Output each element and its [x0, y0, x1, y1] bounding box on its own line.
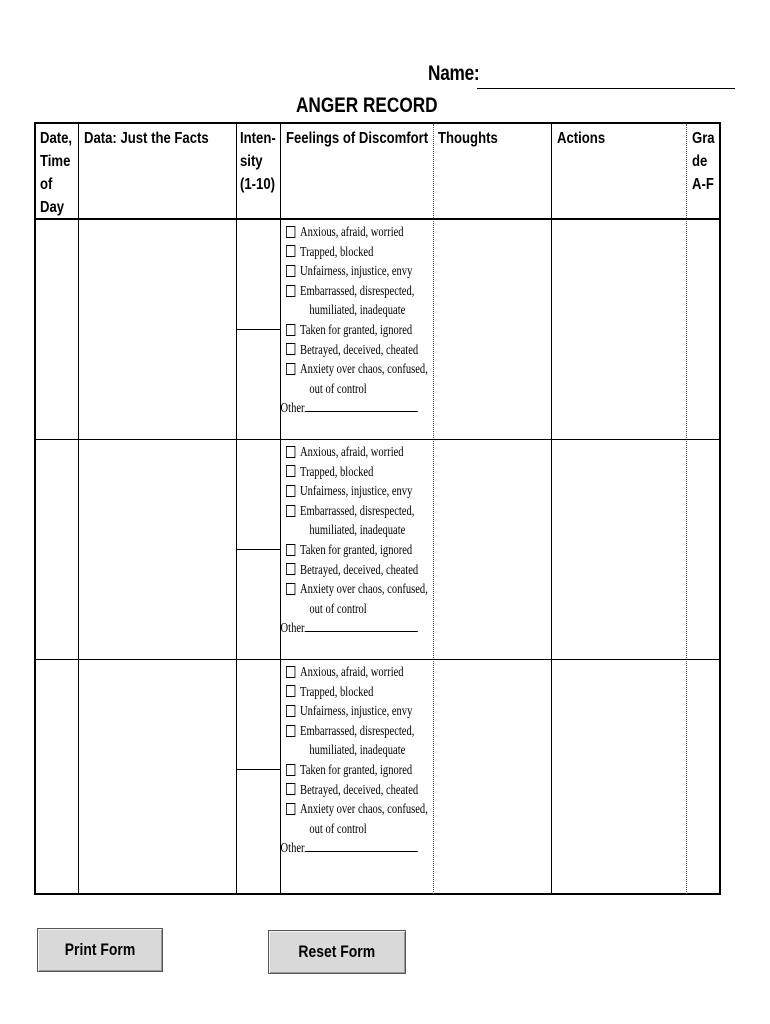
feeling-checkbox[interactable]	[286, 725, 295, 737]
feeling-label: Betrayed, deceived, cheated	[300, 341, 419, 357]
column-divider	[686, 124, 687, 894]
feeling-label-continuation: out of control	[309, 820, 367, 836]
reset-form-button[interactable]	[268, 930, 406, 974]
feeling-label: Embarrassed, disrespected,	[300, 722, 415, 738]
feeling-checkbox[interactable]	[286, 764, 295, 776]
feeling-item[interactable]	[286, 242, 428, 262]
feeling-item[interactable]	[286, 721, 428, 741]
feeling-checkbox[interactable]	[286, 363, 295, 375]
feeling-checkbox[interactable]	[286, 226, 295, 238]
other-feeling-row	[281, 618, 428, 638]
feeling-label-continuation: humiliated, inadequate	[309, 742, 406, 758]
feeling-item[interactable]	[286, 540, 428, 560]
feeling-item[interactable]	[286, 481, 428, 501]
column-header-grade: Gra de A-F	[692, 130, 715, 193]
feeling-checkbox[interactable]	[286, 446, 295, 458]
feeling-checkbox[interactable]	[286, 343, 295, 355]
feeling-checkbox[interactable]	[286, 563, 295, 575]
feeling-item[interactable]	[286, 281, 428, 301]
feeling-checkbox[interactable]	[286, 285, 295, 297]
feelings-checklist	[280, 442, 428, 638]
feeling-label-continuation: humiliated, inadequate	[309, 302, 406, 318]
feeling-item[interactable]	[286, 340, 428, 360]
feeling-checkbox[interactable]	[286, 245, 295, 257]
column-divider	[433, 124, 434, 894]
column-header-thoughts: Thoughts	[438, 130, 498, 147]
feeling-label: Embarrassed, disrespected,	[300, 502, 415, 518]
feeling-item-continuation	[286, 520, 428, 540]
column-divider	[78, 124, 79, 894]
feeling-item-continuation	[286, 819, 428, 839]
header-divider	[36, 218, 720, 220]
other-feeling-input[interactable]	[305, 398, 418, 412]
feeling-item[interactable]	[286, 780, 428, 800]
feeling-checkbox[interactable]	[286, 783, 295, 795]
feeling-label-continuation: out of control	[309, 380, 367, 396]
feeling-item[interactable]	[286, 799, 428, 819]
feeling-checkbox[interactable]	[286, 666, 295, 678]
feeling-label: Trapped, blocked	[300, 243, 374, 259]
feeling-item-continuation	[286, 300, 428, 320]
feeling-checkbox[interactable]	[286, 803, 295, 815]
row-divider	[36, 439, 720, 440]
feeling-checkbox[interactable]	[286, 705, 295, 717]
feeling-label: Anxious, afraid, worried	[300, 664, 404, 679]
feeling-label: Trapped, blocked	[300, 683, 374, 699]
feeling-item[interactable]	[286, 760, 428, 780]
feeling-label: Anxiety over chaos, confused,	[300, 361, 428, 377]
intensity-input[interactable]	[236, 769, 280, 770]
feeling-item[interactable]	[286, 261, 428, 281]
feeling-checkbox[interactable]	[286, 465, 295, 477]
feeling-item[interactable]	[286, 662, 428, 682]
print-form-button[interactable]	[37, 928, 163, 972]
feelings-checklist	[280, 662, 428, 858]
feeling-item[interactable]	[286, 442, 428, 462]
column-divider	[551, 124, 552, 894]
reset-form-label: Reset Form	[298, 942, 376, 961]
feeling-label: Trapped, blocked	[300, 463, 374, 479]
feeling-label: Taken for granted, ignored	[300, 761, 413, 777]
column-header-actions: Actions	[557, 130, 606, 147]
feeling-label: Unfairness, injustice, envy	[300, 483, 413, 499]
row-divider	[36, 659, 720, 660]
feeling-item[interactable]	[286, 579, 428, 599]
page-title: ANGER RECORD	[296, 94, 438, 117]
feeling-item-continuation	[286, 599, 428, 619]
feeling-item[interactable]	[286, 560, 428, 580]
other-feeling-row	[281, 398, 428, 418]
feeling-label: Betrayed, deceived, cheated	[300, 781, 419, 797]
feeling-item[interactable]	[286, 462, 428, 482]
feeling-label-continuation: out of control	[309, 600, 367, 616]
column-header-data: Data: Just the Facts	[84, 130, 209, 147]
feeling-label-continuation: humiliated, inadequate	[309, 522, 406, 538]
other-feeling-row	[281, 838, 428, 858]
feeling-label: Unfairness, injustice, envy	[300, 263, 413, 279]
feeling-item[interactable]	[286, 682, 428, 702]
feeling-label: Anxiety over chaos, confused,	[300, 801, 428, 817]
intensity-input[interactable]	[236, 549, 280, 550]
feeling-label: Anxious, afraid, worried	[300, 224, 404, 239]
feeling-checkbox[interactable]	[286, 265, 295, 277]
column-divider	[236, 124, 237, 894]
feeling-item-continuation	[286, 379, 428, 399]
other-label: Other	[280, 620, 305, 636]
column-header-feelings: Feelings of Discomfort	[286, 130, 429, 147]
feeling-label: Embarrassed, disrespected,	[300, 282, 415, 298]
name-field[interactable]	[477, 88, 735, 89]
feeling-item[interactable]	[286, 222, 428, 242]
feeling-checkbox[interactable]	[286, 583, 295, 595]
feeling-checkbox[interactable]	[286, 485, 295, 497]
other-feeling-input[interactable]	[305, 618, 418, 632]
feeling-item[interactable]	[286, 501, 428, 521]
column-divider	[280, 124, 281, 894]
intensity-input[interactable]	[236, 329, 280, 330]
feeling-item[interactable]	[286, 701, 428, 721]
feeling-label: Betrayed, deceived, cheated	[300, 561, 419, 577]
feeling-label: Taken for granted, ignored	[300, 321, 413, 337]
feeling-checkbox[interactable]	[286, 685, 295, 697]
feeling-checkbox[interactable]	[286, 324, 295, 336]
other-feeling-input[interactable]	[305, 838, 418, 852]
feelings-checklist	[280, 222, 428, 418]
feeling-item[interactable]	[286, 320, 428, 340]
column-header-date: Date, Time of Day	[40, 130, 73, 216]
feeling-item[interactable]	[286, 359, 428, 379]
feeling-checkbox[interactable]	[286, 505, 295, 517]
feeling-label: Taken for granted, ignored	[300, 541, 413, 557]
feeling-item-continuation	[286, 740, 428, 760]
other-label: Other	[280, 400, 305, 416]
column-header-intensity: Inten- sity (1-10)	[240, 130, 276, 193]
other-label: Other	[280, 840, 305, 856]
name-label: Name:	[428, 62, 480, 85]
print-form-label: Print Form	[64, 940, 136, 959]
feeling-label: Anxiety over chaos, confused,	[300, 581, 428, 597]
feeling-label: Unfairness, injustice, envy	[300, 703, 413, 719]
feeling-checkbox[interactable]	[286, 544, 295, 556]
feeling-label: Anxious, afraid, worried	[300, 444, 404, 459]
